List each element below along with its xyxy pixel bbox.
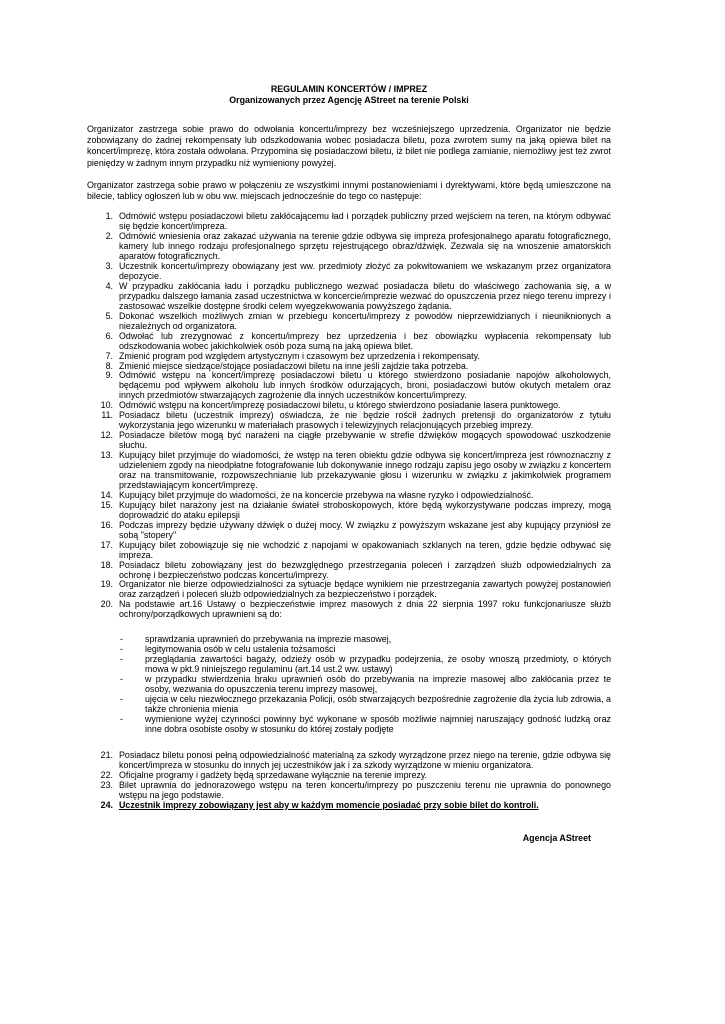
rule-number: 9. [105, 370, 113, 381]
rule-item [87, 781, 611, 801]
rule-text: Posiadacz biletu (uczestnik imprezy) oświadcza, że nie będzie rościł żadnych pretensji do organizatorów z tytułu wykorzystania jego wizerunku w materiałach prasowych i telewizyjnych relacjonujących przebieg imprezy. [119, 410, 611, 431]
rule-item [87, 561, 611, 581]
rule-text: Odmówić wstępu na koncert/imprezę posiadaczowi biletu, u którego stwierdzono posiadanie lasera punktowego. [119, 400, 561, 411]
document-title: REGULAMIN KONCERTÓW / IMPREZ [270, 84, 428, 94]
rule-item [87, 282, 611, 312]
rule-number: 21. [100, 749, 113, 760]
document-subtitle: Organizowanych przez Agencję AStreet na terenie Polski [229, 95, 469, 105]
rule-text: Zmienić miejsce siedzące/stojące posiadaczowi biletu na inne jeśli zajdzie taka potrzeba. [119, 360, 469, 371]
rule-text: Posiadacz biletu ponosi pełną odpowiedzialność materialną za szkody wyrządzone przez niego na terenie, gdzie odbywa się koncert/impreza w stosunku do innych jej uczestników jak i za szkody wyrządzone w mieniu organizatora. [119, 749, 611, 770]
signature: Agencja AStreet [522, 832, 591, 843]
rule-item [87, 501, 611, 521]
rule-item [87, 541, 611, 561]
rules-list [87, 212, 611, 620]
powers-sublist [87, 635, 611, 735]
rule-number: 18. [100, 559, 113, 570]
rule-text: Odmówić wstępu na koncert/imprezę posiadaczowi biletu u którego stwierdzono posiadanie napojów alkoholowych, będącemu pod wpływem alkoholu lub innych środków odurzających, broni, posiadaczowi butów okutych metalem oraz innych przedmiotów stwarzających zagrożenie dla innych uczestników koncertu/imprezy. [119, 370, 611, 401]
rule-number: 3. [105, 260, 113, 271]
sublist-item [87, 695, 611, 715]
rule-item [87, 580, 611, 600]
rule-text: Odmówić wniesienia oraz zakazać używania na terenie gdzie odbywa się impreza profesjonalnego aparatu fotograficznego, kamery lub innego rodzaju profesjonalnego sprzętu rejestrującego obraz/dźwięk. Zezwala się na wnoszenie amatorskich aparatów fotograficznych. [119, 231, 611, 262]
dash-marker: - [120, 644, 123, 655]
rule-number: 23. [100, 779, 113, 790]
sublist-text: ujęcia w celu niezwłocznego przekazania Policji, osób stwarzających bezpośrednie zagrożenie dla życia lub zdrowia, a także chronienia mienia [145, 694, 611, 714]
rule-item-emphasized [87, 801, 611, 811]
rule-text: Kupujący bilet zobowiązuje się nie wchodzić z napojami w opakowaniach szklanych na teren, gdzie będzie odbywać się impreza. [119, 539, 611, 560]
rule-number: 20. [100, 599, 113, 610]
rule-number: 12. [100, 430, 113, 441]
rule-item [87, 371, 611, 401]
rule-number: 19. [100, 579, 113, 590]
rule-number: 14. [100, 489, 113, 500]
rule-number: 8. [105, 360, 113, 371]
rule-number: 11. [101, 410, 113, 421]
sublist-item [87, 675, 611, 695]
rule-number: 2. [105, 231, 113, 242]
rule-item [87, 332, 611, 352]
intro-paragraph-1: Organizator zastrzega sobie prawo do odwołania koncertu/imprezy bez wcześniejszego uprzedzenia. Organizator nie będzie zobowiązany do żadnej rekompensaty lub odszkodowania wobec posiadacza biletu, poza zwrotem sumy na jaką opiewa bilet na koncert/imprezę, która została odwołana. Przypomina się posiadaczowi biletu, iż bilet nie podlega zamianie, niemożliwy jest też zwrot pieniędzy w żadnym innym przypadku niż wymieniony powyżej. [87, 124, 611, 168]
rule-text: Organizator nie bierze odpowiedzialności za sytuacje będące wynikiem nie przestrzegania zawartych powyżej postanowień oraz zarządzeń i poleceń służb odpowiedzialnych za bezpieczeństwo i porządek. [119, 579, 611, 600]
intro-paragraph-2: Organizator zastrzega sobie prawo w połączeniu ze wszystkimi innymi postanowieniami i dyrektywami, które będą umieszczone na bilecie, tablicy ogłoszeń lub w obu ww. miejscach jednocześnie do tego co następuje: [87, 179, 611, 202]
rules-list-continued [87, 751, 611, 811]
dash-marker: - [120, 694, 123, 705]
dash-marker: - [120, 674, 123, 685]
rule-text: Oficjalne programy i gadżety będą sprzedawane wyłącznie na terenie imprezy. [119, 769, 428, 780]
sublist-text: przeglądania zawartości bagaży, odzieży osób w przypadku podejrzenia, że osoby wnoszą przedmioty, o których mowa w pkt.9 niniejszego regulaminu (art.14 ust.2 ww. ustawy) [145, 654, 611, 675]
rule-number: 17. [100, 539, 113, 550]
rule-text: Posiadacz biletu zobowiązany jest do bezwzględnego przestrzegania poleceń i zarządzeń służb odpowiedzialnych za ochronę i bezpieczeństwo podczas koncertu/imprezy. [119, 559, 611, 580]
rule-text: Kupujący bilet przyjmuje do wiadomości, że na koncercie przebywa na własne ryzyko i odpowiedzialność. [119, 489, 534, 500]
sublist-text: legitymowania osób w celu ustalenia tożsamości [145, 644, 336, 655]
rule-number: 13. [100, 450, 113, 461]
rule-text: W przypadku zakłócania ładu i porządku publicznego wezwać posiadacza biletu do właściwego zachowania się, a w przypadku dalszego łamania zasad uczestnictwa w koncercie/imprezie wezwać do opuszczenia przez niego terenu imprezy i zastosować wszelkie dostępne środki celem wyegzekwowania powyższego żądania. [119, 280, 611, 311]
rule-number: 7. [105, 350, 113, 361]
rule-text: Odwołać lub zrezygnować z koncertu/imprezy bez uprzedzenia i bez obowiązku wypłacenia rekompensaty lub odszkodowania wobec jakichkolwiek osób poza sumą na jaką opiewa bilet. [119, 330, 611, 351]
rule-text: Bilet uprawnia do jednorazowego wstępu na teren koncertu/imprezy po puszczeniu terenu nie uprawnia do ponownego wstępu na jego podstawie. [119, 779, 611, 800]
dash-marker: - [120, 634, 123, 645]
sublist-text: sprawdzania uprawnień do przebywania na imprezie masowej, [145, 634, 392, 645]
rule-number: 10. [100, 400, 113, 411]
rule-item [87, 212, 611, 232]
rule-item [87, 451, 611, 491]
sublist-text: w przypadku stwierdzenia braku uprawnień osób do przebywania na imprezie masowej albo zakłócania przez te osoby, wezwania do opuszczenia terenu imprezy masowej, [145, 674, 611, 695]
rule-number: 22. [100, 769, 113, 780]
rule-text: Kupujący bilet przyjmuje do wiadomości, że wstęp na teren obiektu gdzie odbywa się koncert/impreza jest równoznaczny z udzieleniem zgody na nieodpłatne fotografowanie lub dokonywanie innego rodzaju zapisu jego osoby w związku z koncertem oraz na transmitowanie, rozpowszechnianie lub przekazywanie głosu i wizerunku w związku z jakimkolwiek programem przedstawiającym koncert/imprezę. [119, 450, 611, 490]
rule-number: 16. [100, 519, 113, 530]
rule-text: Posiadacze biletów mogą być narażeni na ciągłe przebywanie w strefie dźwięków mogących spowodować uszkodzenie słuchu. [119, 430, 611, 451]
rule-number: 1. [105, 211, 113, 222]
rule-item [87, 600, 611, 620]
rule-text: Dokonać wszelkich możliwych zmian w przebiegu koncertu/imprezy z powodów nieprzewidzianych i nieuniknionych a niezależnych od organizatora. [119, 310, 611, 331]
document-page [87, 84, 611, 844]
rule-text: Na podstawie art.16 Ustawy o bezpieczeństwie imprez masowych z dnia 22 sierpnia 1997 roku funkcjonariusze służb ochrony/porządkowych uprawnieni są do: [119, 599, 611, 620]
rule-number: 15. [100, 499, 113, 510]
sublist-item [87, 655, 611, 675]
sublist-item [87, 715, 611, 735]
rule-item [87, 232, 611, 262]
rule-number: 5. [105, 310, 113, 321]
rule-item [87, 521, 611, 541]
dash-marker: - [120, 654, 123, 665]
rule-item [87, 262, 611, 282]
rule-text: Kupujący bilet narażony jest na działanie świateł stroboskopowych, które będą wykorzystywane podczas imprezy, mogą doprowadzić do ataku epilepsji [119, 499, 611, 520]
rule-number: 4. [105, 280, 113, 291]
rule-text: Uczestnik imprezy zobowiązany jest aby w każdym momencie posiadać przy sobie bilet do kontroli. [119, 799, 539, 810]
rule-text: Podczas imprezy będzie używany dźwięk o dużej mocy. W związku z powyższym wskazane jest aby kupujący przyniósł ze sobą "stopery" [119, 519, 611, 540]
rule-text: Uczestnik koncertu/imprezy obowiązany jest ww. przedmioty złożyć za pokwitowaniem we wskazanym przez organizatora depozycie. [119, 260, 611, 281]
rule-item [87, 312, 611, 332]
rule-number: 6. [105, 330, 113, 341]
rule-item [87, 751, 611, 771]
rule-item [87, 411, 611, 431]
rule-item [87, 431, 611, 451]
sublist-text: wymienione wyżej czynności powinny być wykonane w sposób możliwie najmniej naruszający godność ludzką oraz inne dobra osobiste osoby w stosunku do której zostały podjęte [145, 713, 611, 734]
rule-text: Zmienić program pod względem artystycznym i czasowym bez uprzedzenia i rekompensaty. [119, 350, 480, 361]
dash-marker: - [120, 713, 123, 724]
rule-number: 24. [100, 799, 113, 810]
rule-text: Odmówić wstępu posiadaczowi biletu zakłócającemu ład i porządek publiczny przed wejściem na teren, na którym odbywać się będzie koncert/impreza. [119, 211, 611, 232]
